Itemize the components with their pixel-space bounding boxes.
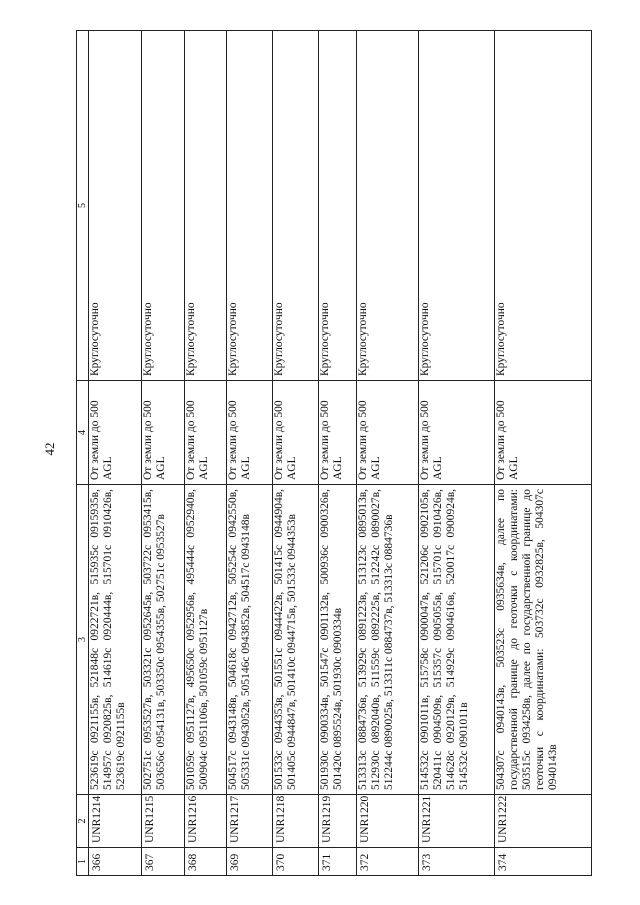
- zone-coordinates: 501930с 0900334в, 501547с 0901132в, 500936с 0900326в, 501420с 0895524в, 501930с 0900334в: [319, 485, 357, 795]
- header-row: [77, 31, 89, 876]
- zone-code: UNR1214: [89, 795, 142, 848]
- row-number: 372: [357, 848, 419, 876]
- header-cell-3: 3: [77, 485, 89, 795]
- row-number: 367: [142, 848, 185, 876]
- row-number: 374: [495, 848, 592, 876]
- row-number: 371: [319, 848, 357, 876]
- zone-code: UNR1222: [495, 795, 592, 848]
- zone-code: UNR1217: [227, 795, 273, 848]
- zone-code: UNR1215: [142, 795, 185, 848]
- table-row: [185, 31, 227, 876]
- zone-altitude: От земли до 500 AGL: [142, 381, 185, 485]
- zone-time: Круглосуточно: [357, 31, 419, 381]
- zone-code: UNR1221: [419, 795, 495, 848]
- zone-coordinates: 523619с 0921155в, 521848с 0922721в, 515935с 0915935в, 514957с 0920825в, 514619с 0920444в, 515701с 0910426в, 523619с 0921155в: [89, 485, 142, 795]
- header-cell-4: 4: [77, 381, 89, 485]
- row-number: 368: [185, 848, 227, 876]
- zone-code: UNR1218: [273, 795, 319, 848]
- zone-code: UNR1216: [185, 795, 227, 848]
- zone-coordinates: 504517с 0943148в, 504618с 0942712в, 505254с 0942550в, 505331с 0943052в, 505146с 0943852в, 504517с 0943148в: [227, 485, 273, 795]
- zone-time: Круглосуточно: [319, 31, 357, 381]
- table-row: [495, 31, 592, 876]
- row-number: 366: [89, 848, 142, 876]
- zone-coordinates: 501533с 0944353в, 501551с 0944422в, 501415с 0944904в, 501405с 0944847в, 501410с 0944715в, 501533с 0944353в: [273, 485, 319, 795]
- row-number: 370: [273, 848, 319, 876]
- header-cell-1: 1: [77, 848, 89, 876]
- zone-coordinates: 504307с 0940143в, 503523с 0935634в, далее по государственной границе до геоточки с координатами: 503515с 0934258в, далее по государственной границе до геоточки с координатами: 503732с 0932825в, 504307с 0940143в: [495, 485, 592, 795]
- table-row: [357, 31, 419, 876]
- zone-time: Круглосуточно: [185, 31, 227, 381]
- zone-coordinates: 502751с 0953527в, 503321с 0952645в, 503722с 0953415в, 503656с 0954131в, 503350с 0954355в, 502751с 0953527в: [142, 485, 185, 795]
- zone-altitude: От земли до 500 AGL: [319, 381, 357, 485]
- header-cell-5: 5: [77, 31, 89, 381]
- zone-code: UNR1220: [357, 795, 419, 848]
- row-number: 373: [419, 848, 495, 876]
- zone-time: Круглосуточно: [495, 31, 592, 381]
- zone-coordinates: 501059с 0951127в, 495650с 0952956в, 495444с 0952940в, 500904с 0951106в, 501059с 0951127в: [185, 485, 227, 795]
- zone-altitude: От земли до 500 AGL: [185, 381, 227, 485]
- zone-altitude: От земли до 500 AGL: [273, 381, 319, 485]
- page-number: 42: [42, 442, 57, 456]
- table-row: [89, 31, 142, 876]
- table-row: [319, 31, 357, 876]
- zone-time: Круглосуточно: [273, 31, 319, 381]
- row-number: 369: [227, 848, 273, 876]
- header-cell-2: 2: [77, 795, 89, 848]
- zone-time: Круглосуточно: [89, 31, 142, 381]
- zone-time: Круглосуточно: [227, 31, 273, 381]
- table-row: [273, 31, 319, 876]
- table-row: [142, 31, 185, 876]
- zone-code: UNR1219: [319, 795, 357, 848]
- zone-coordinates: 514532с 0901011в, 515758с 0900047в, 521206с 0902105в, 520411с 0904509в, 515357с 0905055в, 515701с 0910426в, 514628с 0920129в, 514929с 0904616в, 520017с 0900924в, 514532с 0901011в: [419, 485, 495, 795]
- zone-altitude: От земли до 500 AGL: [495, 381, 592, 485]
- zone-altitude: От земли до 500 AGL: [357, 381, 419, 485]
- zone-altitude: От земли до 500 AGL: [419, 381, 495, 485]
- zone-altitude: От земли до 500 AGL: [227, 381, 273, 485]
- zone-coordinates: 513313с 0884736в, 513929с 0891223в, 513123с 0895013в, 512930с 0892040в, 511559с 0892225в, 512242с 0890027в, 512244с 0890025в, 513311с 0884737в, 513313с 0884736в: [357, 485, 419, 795]
- rotated-table-wrapper: [76, 31, 592, 876]
- airspace-table: [76, 30, 592, 876]
- zone-time: Круглосуточно: [419, 31, 495, 381]
- zone-time: Круглосуточно: [142, 31, 185, 381]
- table-row: [227, 31, 273, 876]
- zone-altitude: От земли до 500 AGL: [89, 381, 142, 485]
- table-row: [419, 31, 495, 876]
